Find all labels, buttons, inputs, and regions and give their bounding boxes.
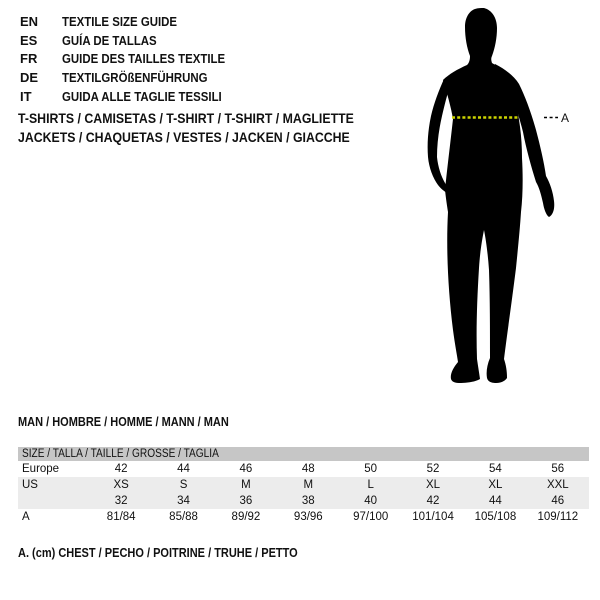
cell: 89/92 (231, 511, 261, 523)
cell: 36 (239, 495, 253, 507)
measure-label: A (561, 111, 570, 125)
cell: M (241, 479, 251, 491)
cell: XL (488, 479, 503, 491)
measurement-note (18, 546, 336, 560)
cell: S (179, 479, 188, 491)
row-label: US (22, 479, 38, 491)
cell: 32 (114, 495, 128, 507)
measurement-note-text: A. (cm) CHEST / PECHO / POITRINE / TRUHE / PETTO (18, 546, 298, 560)
man-body (443, 8, 523, 383)
lang-code: IT (20, 89, 32, 105)
size-table (18, 447, 589, 525)
lang-row-fr (20, 50, 247, 69)
cell: 48 (301, 463, 315, 475)
table-row-europe (18, 461, 589, 477)
lang-row-it (20, 87, 247, 106)
cell: 46 (551, 495, 565, 507)
lang-code: EN (20, 13, 39, 29)
cell: 52 (426, 463, 440, 475)
lang-code: FR (20, 51, 38, 67)
category-lines (18, 109, 400, 147)
cell: 97/100 (353, 511, 389, 523)
man-silhouette (395, 0, 600, 400)
cell: 50 (364, 463, 378, 475)
cell: XS (113, 479, 129, 491)
category-jackets: JACKETS / CHAQUETAS / VESTES / JACKEN / GIACCHE (18, 129, 350, 145)
section-title (18, 415, 258, 429)
category-tshirts: T-SHIRTS / CAMISETAS / T-SHIRT / T-SHIRT / MAGLIETTE (18, 110, 354, 126)
cell: L (367, 479, 374, 491)
cell: 42 (426, 495, 440, 507)
cell: 56 (551, 463, 565, 475)
table-row-chest-a (18, 509, 589, 525)
size-table-header-text: SIZE / TALLA / TAILLE / GRÖSSE / TAGLIA (22, 448, 219, 460)
lang-label: GUIDA ALLE TAGLIE TESSILI (62, 89, 222, 105)
cell: 105/108 (474, 511, 517, 523)
cell: XL (426, 479, 441, 491)
lang-label: GUIDE DES TAILLES TEXTILE (62, 51, 226, 67)
cell: 81/84 (106, 511, 136, 523)
cell: XXL (546, 479, 569, 491)
man-figure (395, 0, 600, 400)
cell: 85/88 (169, 511, 198, 523)
cell: 38 (301, 495, 315, 507)
lang-row-de (20, 68, 247, 87)
cell: 40 (364, 495, 378, 507)
lang-label: TEXTILE SIZE GUIDE (62, 13, 178, 29)
lang-label: GUÍA DE TALLAS (62, 32, 157, 48)
row-label: Europe (22, 463, 60, 475)
lang-label: TEXTILGRÖßENFÜHRUNG (62, 70, 208, 86)
cell: 93/96 (293, 511, 323, 523)
cell: 44 (489, 495, 502, 507)
cell: 54 (489, 463, 502, 475)
cell: 34 (177, 495, 190, 507)
language-list (20, 12, 247, 106)
cell: 42 (114, 463, 128, 475)
lang-code: DE (20, 70, 39, 86)
row-label: A (22, 511, 30, 523)
cell: 109/112 (537, 511, 579, 523)
cell: M (303, 479, 314, 491)
lang-row-en (20, 12, 247, 31)
cell: 46 (239, 463, 253, 475)
section-title-text: MAN / HOMBRE / HOMME / MANN / MAN (18, 415, 229, 429)
lang-code: ES (20, 32, 38, 48)
cell: 101/104 (412, 511, 454, 523)
table-row-numeric (18, 493, 589, 509)
table-row-us (18, 477, 589, 493)
cell: 44 (177, 463, 190, 475)
size-table-header (18, 447, 589, 461)
lang-row-es (20, 31, 247, 50)
